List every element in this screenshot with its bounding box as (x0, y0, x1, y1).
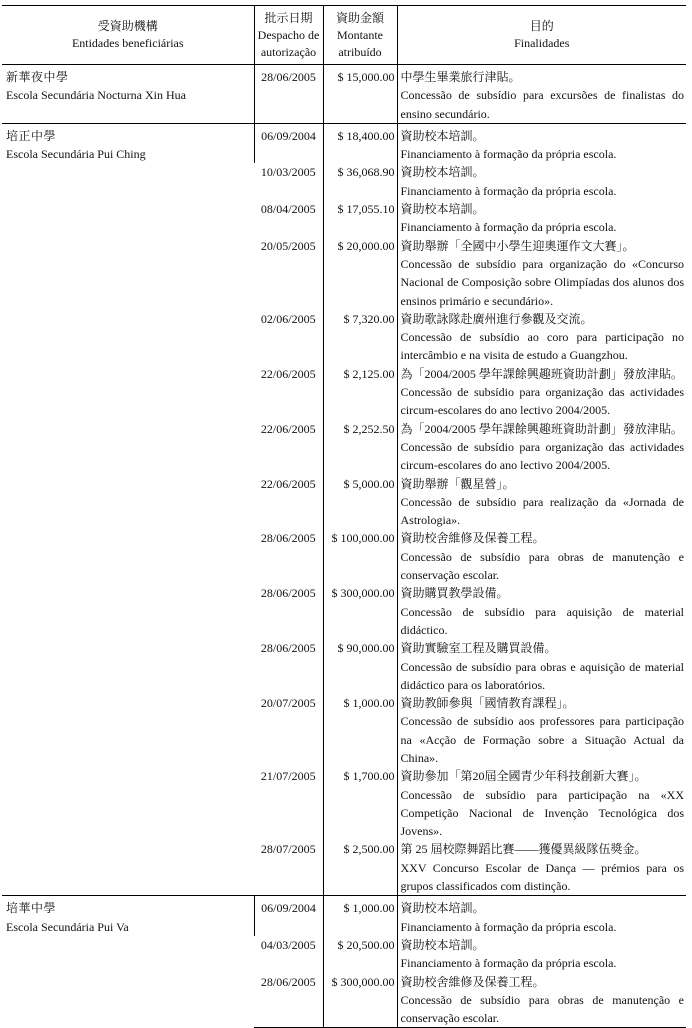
dispatch-date: 21/07/2005 (260, 769, 316, 784)
entity-name-zh: 培正中學 (6, 128, 57, 143)
header-date-pt-1: Despacho de (257, 27, 320, 42)
purpose-cell (397, 420, 686, 475)
purpose-zh: 為「2004/2005 學年課餘興趣班資助計劃」發放津貼。 (400, 366, 683, 381)
table-row (2, 123, 686, 163)
purpose-cell (397, 767, 686, 840)
purpose-pt: Concessão de subsídio para realização da «Jornada de Astrologia». (400, 494, 684, 528)
grants-table (2, 5, 686, 1028)
amount: $ 17,055.10 (323, 200, 397, 237)
header-date (254, 6, 323, 65)
purpose-pt: Concessão de subsídio para organização das actividades circum-escolares do ano lectivo 2004/2005. (400, 385, 684, 418)
dispatch-date: 20/07/2005 (260, 696, 316, 711)
purpose-cell (397, 237, 686, 310)
purpose-zh: 資助校舍維修及保養工程。 (400, 531, 545, 546)
purpose-pt: Concessão de subsídio para excursões de finalistas do ensino secundário. (400, 88, 684, 121)
amount: $ 36,068.90 (323, 163, 397, 200)
purpose-pt: Financiamento à formação da própria escola. (400, 183, 617, 198)
entity-cell (2, 65, 254, 124)
amount: $ 1,700.00 (323, 767, 397, 840)
purpose-zh: 資助教師參與「國情教育課程」。 (400, 696, 575, 711)
header-amount-zh: 資助金額 (335, 10, 384, 25)
entity-name-pt: Escola Secundária Pui Ching (6, 147, 146, 162)
header-entities-zh: 受資助機構 (97, 19, 158, 33)
purpose-cell (397, 584, 686, 639)
purpose-cell (397, 163, 686, 200)
entity-cell (2, 123, 254, 895)
amount: $ 2,125.00 (323, 365, 397, 420)
purpose-pt: Concessão de subsídio aos professores para participação na «Acção de Formação sobre a Situação Actual da China». (400, 714, 684, 765)
header-entities-pt: Entidades beneficiárias (71, 36, 184, 50)
entity-name-pt: Escola Secundária Nocturna Xin Hua (6, 88, 186, 103)
table-body (2, 65, 686, 1028)
amount: $ 300,000.00 (323, 973, 397, 1028)
table-row (2, 65, 686, 124)
dispatch-date: 28/06/2005 (254, 65, 323, 124)
purpose-zh: 資助舉辦「觀星營」。 (400, 476, 515, 491)
purpose-pt: Financiamento à formação da própria escola. (400, 147, 617, 162)
table-row (2, 896, 686, 936)
dispatch-date: 06/09/2004 (254, 896, 323, 936)
purpose-pt: Financiamento à formação da própria escola. (400, 220, 617, 235)
amount: $ 1,000.00 (323, 896, 397, 936)
amount: $ 1,000.00 (323, 694, 397, 767)
purpose-cell (397, 973, 686, 1028)
purpose-pt: Financiamento à formação da própria escola. (400, 919, 617, 934)
purpose-pt: Concessão de subsídio para organização do «Concurso Nacional de Composição sobre Olimpíadas dos alunos dos ensinos primário e secundário». (400, 256, 684, 308)
purpose-pt: Concessão de subsídio para participação na «XX Competição Nacional de Invenção Tecnológica dos Jovens». (400, 787, 684, 839)
purpose-cell (397, 310, 686, 365)
dispatch-date: 10/03/2005 (260, 165, 316, 180)
purpose-cell (397, 896, 686, 936)
dispatch-date: 22/06/2005 (260, 421, 316, 436)
purpose-cell (397, 123, 686, 163)
dispatch-date: 22/06/2005 (260, 366, 316, 381)
purpose-pt: Concessão de subsídio para obras de manutenção e conservação escolar. (400, 549, 684, 583)
table-header (2, 6, 686, 65)
dispatch-date: 04/03/2005 (260, 937, 316, 952)
amount: $ 2,500.00 (323, 840, 397, 895)
amount: $ 20,000.00 (323, 237, 397, 310)
purpose-pt: Concessão de subsídio ao coro para participação no intercâmbio e na visita de estudo a Guangzhou. (400, 330, 684, 363)
purpose-pt: Concessão de subsídio para organização das actividades circum-escolares do ano lectivo 2004/2005. (400, 439, 684, 473)
dispatch-date: 08/04/2005 (260, 202, 316, 217)
purpose-cell (397, 694, 686, 767)
purpose-zh: 第 25 屆校際舞蹈比賽——獲優異級隊伍獎金。 (400, 842, 647, 857)
purpose-zh: 資助實驗室工程及購買設備。 (400, 641, 557, 656)
purpose-zh: 中學生畢業旅行津貼。 (400, 70, 521, 84)
purpose-cell (397, 840, 686, 895)
amount: $ 300,000.00 (323, 584, 397, 639)
dispatch-date: 28/06/2005 (260, 641, 316, 656)
purpose-pt: XXV Concurso Escolar de Dança — prémios para os grupos classificados com distinção. (400, 860, 684, 894)
header-purpose-pt: Finalidades (514, 36, 570, 50)
purpose-zh: 資助舉辦「全國中小學生迎奧運作文大賽」。 (400, 238, 635, 253)
amount: $ 15,000.00 (323, 65, 397, 124)
dispatch-date: 28/06/2005 (260, 531, 316, 546)
dispatch-date: 28/06/2005 (254, 973, 323, 1028)
purpose-pt: Concessão de subsídio para obras de manutenção e conservação escolar. (400, 992, 684, 1026)
purpose-zh: 為「2004/2005 學年課餘興趣班資助計劃」發放津貼。 (400, 421, 683, 436)
dispatch-date: 28/06/2005 (260, 586, 316, 601)
purpose-zh: 資助校本培訓。 (400, 202, 485, 217)
purpose-pt: Concessão de subsídio para aquisição de material didáctico. (400, 604, 684, 637)
amount: $ 2,252.50 (323, 420, 397, 475)
purpose-pt: Financiamento à formação da própria escola. (400, 956, 617, 971)
purpose-zh: 資助校本培訓。 (400, 165, 485, 180)
amount: $ 18,400.00 (323, 123, 397, 163)
header-purpose (397, 6, 686, 65)
purpose-cell (397, 200, 686, 237)
amount: $ 5,000.00 (323, 475, 397, 530)
purpose-zh: 資助參加「第20屆全國青少年科技創新大賽」。 (400, 769, 647, 784)
entity-name-zh: 培華中學 (6, 901, 57, 916)
header-amount-pt-2: atribuído (338, 44, 382, 59)
purpose-cell (397, 936, 686, 973)
dispatch-date: 06/09/2004 (254, 123, 323, 163)
purpose-cell (397, 65, 686, 124)
amount: $ 20,500.00 (323, 936, 397, 973)
dispatch-date: 28/07/2005 (254, 840, 323, 895)
amount: $ 100,000.00 (323, 529, 397, 584)
header-date-zh: 批示日期 (264, 10, 313, 25)
purpose-zh: 資助歌詠隊赴廣州進行參觀及交流。 (400, 311, 593, 326)
purpose-zh: 資助校舍維修及保養工程。 (400, 974, 545, 989)
header-amount-pt-1: Montante (337, 27, 383, 42)
entity-cell (2, 896, 254, 1028)
purpose-pt: Concessão de subsídio para obras e aquisição de material didáctico para os laboratórios. (400, 659, 684, 692)
purpose-zh: 資助校本培訓。 (400, 901, 485, 916)
dispatch-date: 22/06/2005 (260, 476, 316, 491)
header-date-pt-2: autorização (260, 44, 317, 59)
purpose-zh: 資助購買教學設備。 (400, 586, 509, 601)
dispatch-date: 20/05/2005 (260, 238, 316, 253)
purpose-zh: 資助校本培訓。 (400, 128, 485, 143)
purpose-cell (397, 639, 686, 694)
header-amount (323, 6, 397, 65)
dispatch-date: 02/06/2005 (260, 311, 316, 326)
purpose-cell (397, 365, 686, 420)
purpose-zh: 資助校本培訓。 (400, 937, 485, 952)
purpose-cell (397, 529, 686, 584)
entity-name-zh: 新華夜中學 (6, 70, 69, 84)
header-entities (2, 6, 254, 65)
amount: $ 7,320.00 (323, 310, 397, 365)
entity-name-pt: Escola Secundária Pui Va (6, 919, 129, 934)
header-purpose-zh: 目的 (529, 19, 554, 33)
amount: $ 90,000.00 (323, 639, 397, 694)
purpose-cell (397, 475, 686, 530)
